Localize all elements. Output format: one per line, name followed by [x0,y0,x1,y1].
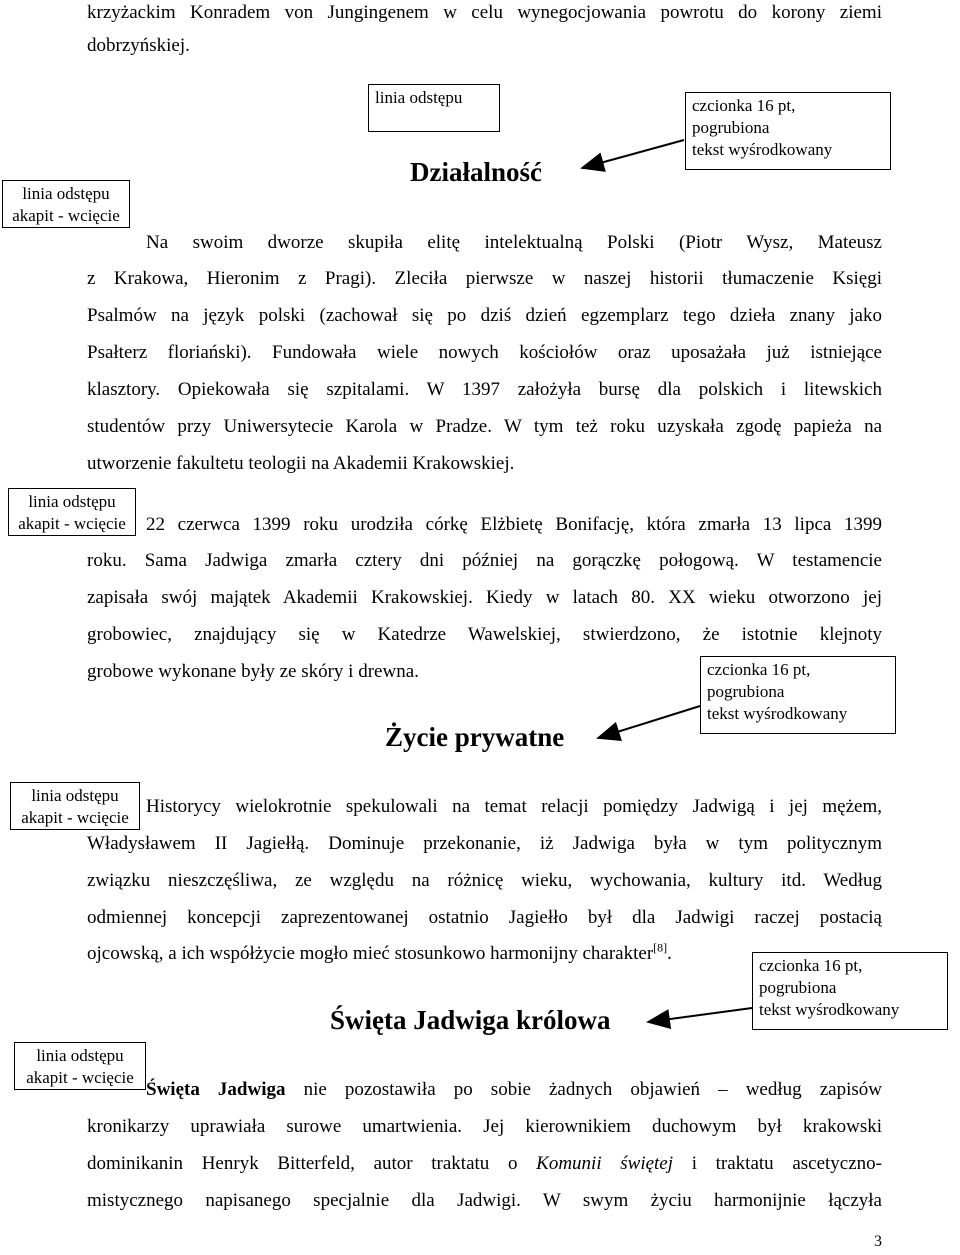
text-line: Władysławem II Jagiełłą. Dominuje przekonanie, iż Jadwiga była w tym politycznym [87,833,882,854]
text-line-part: dominikanin Henryk Bitterfeld, autor traktatu o [87,1153,518,1174]
page-number: 3 [874,1233,882,1250]
text-line-part: nie pozostawiła po sobie żadnych objawień – według zapisów [303,1079,882,1100]
text-line: grobowiec, znajdujący się w Katedrze Wawelskiej, stwierdzono, że istotnie klejnoty [87,624,882,645]
annotation-text: pogrubiona [692,118,770,137]
annotation-text: czcionka 16 pt, [759,956,863,975]
section-heading-zycie-prywatne: Życie prywatne [385,722,565,752]
text-line: klasztory. Opiekowała się szpitalami. W 1397 założyła bursę dla polskich i litewskich [87,379,882,400]
annotation-text: tekst wyśrodkowany [759,1000,900,1019]
arrow-icon [648,1008,752,1022]
italic-title: Komunii świętej [536,1153,674,1174]
annotation-text: tekst wyśrodkowany [707,704,848,723]
annotation-text: tekst wyśrodkowany [692,140,833,159]
annotation-text: akapit - wcięcie [12,206,120,225]
annotation-text: linia odstępu [22,184,110,203]
annotation-text: czcionka 16 pt, [692,96,796,115]
section-heading-dzialalnosc: Działalność [410,157,542,187]
text-line: dobrzyńskiej. [87,35,190,56]
text-line: związku nieszczęśliwa, ze względu na różnicę wieku, wychowania, kultury itd. Według [87,870,882,891]
text-line: Na swoim dworze skupiła elitę intelektualną Polski (Piotr Wysz, Mateusz [146,232,882,253]
annotation-font-box [700,656,896,734]
arrow-icon [582,140,684,168]
section-heading-swieta-jadwiga: Święta Jadwiga królowa [330,1005,611,1035]
text-line: utworzenie fakultetu teologii na Akademii Krakowskiej. [87,453,515,474]
text-line: krzyżackim Konradem von Jungingenem w celu wynegocjowania powrotu do korony ziemi [87,2,882,23]
text-line: grobowe wykonane były ze skóry i drewna. [87,661,419,682]
text-line-part: . [667,943,672,964]
text-line: studentów przy Uniwersytecie Karola w Pradze. W tym też roku uzyskała zgodę papieża na [87,416,882,437]
text-line: Historycy wielokrotnie spekulowali na temat relacji pomiędzy Jadwigą i jej mężem, [146,796,882,817]
annotation-spacing-box [368,84,500,132]
text-line-part: i traktatu ascetyczno- [691,1153,882,1174]
text-line [146,1077,882,1103]
text-line: zapisała swój majątek Akademii Krakowskiej. Kiedy w latach 80. XX wieku otworzono jej [87,587,882,608]
annotation-text: akapit - wcięcie [26,1068,134,1087]
annotation-text: linia odstępu [375,88,463,107]
annotation-text: akapit - wcięcie [21,808,129,827]
annotation-indent-box [2,180,130,228]
annotation-indent-box [8,488,136,536]
bold-text: Święta Jadwiga [146,1079,286,1100]
annotation-text: pogrubiona [759,978,837,997]
text-line: 22 czerwca 1399 roku urodziła córkę Elżbietę Bonifację, która zmarła 13 lipca 1399 [146,514,882,535]
annotation-text: linia odstępu [36,1046,124,1065]
annotation-text: linia odstępu [28,492,116,511]
annotation-text: akapit - wcięcie [18,514,126,533]
text-line: Psałterz floriański). Fundowała wiele nowych kościołów oraz uposażała już istniejące [87,342,882,363]
annotation-font-box [685,92,891,170]
annotation-text: czcionka 16 pt, [707,660,811,679]
annotation-indent-box [10,782,140,830]
arrow-icon [598,706,700,738]
text-line: kronikarzy uprawiała surowe umartwienia. Jej kierownikiem duchowym był krakowski [87,1116,882,1137]
annotation-font-box [752,952,948,1030]
annotation-indent-box [14,1042,146,1090]
text-line: z Krakowa, Hieronim z Pragi). Zleciła pierwsze w naszej historii tłumaczenie Księgi [87,268,882,289]
footnote-reference[interactable]: [8] [653,940,668,955]
text-line: Psalmów na język polski (zachował się po dziś dzień egzemplarz tego dzieła znany jako [87,305,882,326]
text-line: roku. Sama Jadwiga zmarła cztery dni później na gorączkę połogową. W testamencie [87,550,882,571]
text-line: mistycznego napisanego specjalnie dla Jadwigi. W swym życiu harmonijnie łączyła [87,1190,882,1211]
text-line-part: ojcowską, a ich współżycie mogło mieć stosunkowo harmonijny charakter [87,943,654,964]
annotation-text: pogrubiona [707,682,785,701]
annotation-text: linia odstępu [31,786,119,805]
text-line [87,1151,882,1177]
text-line: odmiennej koncepcji zaprezentowanej ostatnio Jagiełło był dla Jadwigi raczej postacią [87,907,882,928]
